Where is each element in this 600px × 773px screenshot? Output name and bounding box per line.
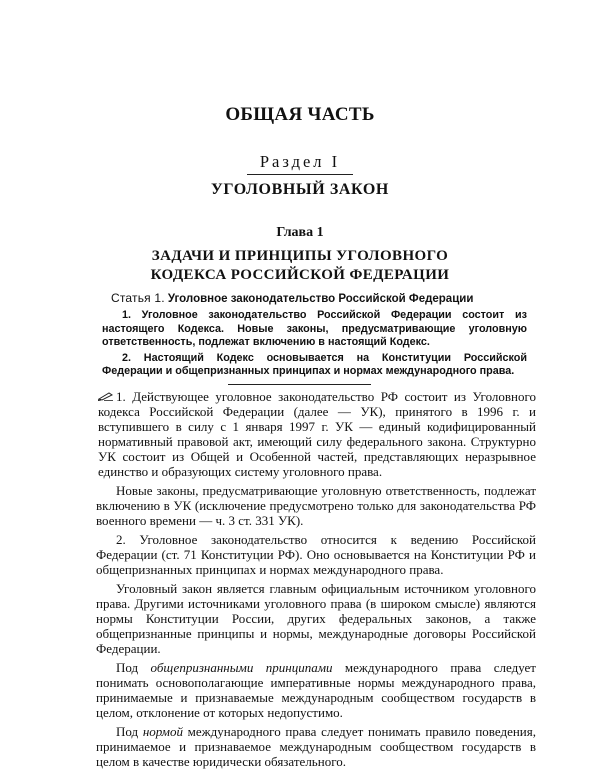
commentary-paragraph-3: 2. Уголовное законодательство относится к ведению Российской Федерации (ст. 71 Конституции РФ). Оно основывается на Конституции РФ и общепризнанных принципах и нормах международного права. xyxy=(96,532,536,577)
statute-text xyxy=(102,309,527,381)
article-label: Статья 1. xyxy=(111,291,165,305)
statute-paragraph-2: 2. Настоящий Кодекс основывается на Конституции Российской Федерации и общепризнанных принципах и нормах международного права. xyxy=(102,351,527,377)
section-title: УГОЛОВНЫЙ ЗАКОН xyxy=(211,181,389,198)
pen-icon xyxy=(98,391,114,401)
article-title: Уголовное законодательство Российской Федерации xyxy=(167,293,474,305)
chapter-title-line-1: ЗАДАЧИ И ПРИНЦИПЫ УГОЛОВНОГО xyxy=(151,248,449,264)
commentary xyxy=(96,389,536,773)
commentary-paragraph-1 xyxy=(96,389,536,479)
statute-paragraph-1: 1. Уголовное законодательство Российской Федерации состоит из настоящего Кодекса. Новые законы, предусматривающие уголовную ответственность, подлежат включению в настоящий Кодекс. xyxy=(102,309,527,348)
section-divider xyxy=(247,174,353,175)
article-heading xyxy=(111,291,581,306)
commentary-paragraph-4: Уголовный закон является главным официальным источником уголовного права. Другими источниками уголовного права (в широком смысле) являются нормы Конституции России, других федеральных законов, а также общепризнанные принципы и нормы, международные договоры Российской Федерации. xyxy=(96,581,536,656)
section-label: Раздел I xyxy=(259,152,341,171)
chapter-title xyxy=(0,247,600,285)
commentary-paragraph-6: Под нормой международного права следует понимать правило поведения, принимаемое и признаваемое международным сообществом государств в целом в качестве юридически обязательного. xyxy=(96,724,536,769)
chapter-number: Глава 1 xyxy=(276,225,324,240)
term-norm: нормой xyxy=(142,724,183,739)
chapter-title-line-2: КОДЕКСА РОССИЙСКОЙ ФЕДЕРАЦИИ xyxy=(150,267,450,283)
term-principles: общепризнанными принципами xyxy=(150,660,333,675)
commentary-paragraph-2: Новые законы, предусматривающие уголовную ответственность, подлежат включению в УК (исключение предусмотрено только для законодательства РФ военного времени — ч. 3 ст. 331 УК). xyxy=(96,483,536,528)
commentary-divider xyxy=(228,384,371,385)
commentary-p1-text: 1. Действующее уголовное законодательство РФ состоит из Уголовного кодекса Российской Федерации (далее — УК), принятого в 1996 г. и вступившего в силу с 1 января 1997 г. УК — единый кодифицированный нормативный правовой акт, имеющий силу федерального закона. Структурно УК состоит из Общей и Особенной частей, представляющих неразрывное единство и образующих систему уголовного права. xyxy=(98,389,536,479)
commentary-paragraph-5: Под общепризнанными принципами международного права следует понимать основополагающие императивные нормы международного права, принимаемые и признаваемые международным сообществом государств в целом, отклонение от которых недопустимо. xyxy=(96,660,536,720)
part-title: ОБЩАЯ ЧАСТЬ xyxy=(225,104,375,125)
